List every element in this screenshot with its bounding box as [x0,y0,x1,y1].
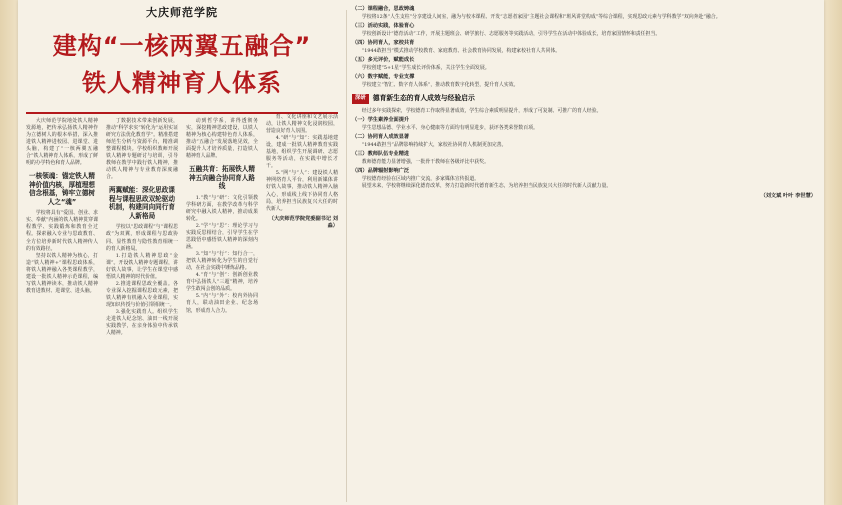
section-text: 教师德育能力显著增强，一批骨干教师在各级评比中获奖。 [361,158,489,165]
column-paragraph: 1.打造铁人精神思政“金课”。开设铁人精神专题课程，讲好铁人故事，让学生在课堂中感悟铁人精神的时代价值。 [106,252,178,280]
column-subhead: 两翼赋能：深化思政课程与课程思政双轮驱动机制，构建同向同行育人新格局 [109,186,175,220]
headline-line-2: 铁人精神育人体系 [82,69,282,97]
column-paragraph: 4.“研”与“知”：实践基地建设，建成一批铁人精神教育实践基地，组织学生开展调研、志愿服务等活动，在实践中增长才干。 [266,135,338,170]
article-column-5 [352,4,816,200]
column-paragraph: 学校以“思政课程”与“课程思政”为双翼，形成课程与思政协同、显性教育与隐性教育相统一的育人新格局。 [106,224,178,252]
column-paragraph: 2.推进课程思政全覆盖。各专业深入挖掘课程思政元素，把铁人精神有机融入专业课程，实现知识传授与价值引领相统一。 [106,280,178,308]
column-paragraph: 学校将具有“爱国、创业、求实、奉献”内涵的铁人精神贯穿课程教学、实践锻炼和教育全过程。探索融入专业与思政教育、全方位培养新时代铁人精神传人的有效路径。 [26,210,98,252]
section-title: （六）数字赋能，专业支撑 [352,74,415,81]
column-subhead: 一核领魂：锚定铁人精神价值内核，厚植理想信念根基，铸牢立德树人之“魂” [29,172,95,206]
section-text: 学校创建“5+1星”学生成长评价体系，关注学生全面发展。 [361,65,490,72]
page-fold-left [0,0,18,505]
header-spacer [266,8,338,114]
section-text: 学生思想品德、学业水平、身心健康等方面均有明显进步，获评各类荣誉数百项。 [361,124,538,131]
column-subhead: 五融共育：拓展铁人精神五向融合协同育人路线 [189,165,255,191]
section-title: （四）品牌辐射影响广泛 [352,167,410,174]
article-column-3 [186,118,258,315]
section-text: 经过多年实践探索，学校德育工作取得显著成效，学生综合素质明显提升，形成了可复制、可推广的育人经验。 [361,107,602,114]
banner-tag: 深研 [352,94,369,103]
column-paragraph: 1.“教”与“研”：文化引领教学科研方面，在教学改革与科学研究中融入铁人精神，推动成果转化。 [186,194,258,222]
author-signature: （刘文斌 叶叶 李世慧） [760,192,816,199]
column-paragraph: 丁数据技术带来创新发展，推动“科学求实”转化为“运用实证研究方法优化教育学”。精准搭建师范生分析与资源平台，精准调整课程模块。学校组织教师开展铁人精神专题研讨与培训，引导教师在教学中践行铁人精神，推动铁人精神与专业教育深度融合。 [106,118,178,181]
column-paragraph: 育、文化讲座和文艺展示活动，让铁人精神文化浸润校园，营造良好育人氛围。 [266,114,338,135]
column-paragraph: 3.强化实践育人。组织学生走进铁人纪念馆、油田一线开展实践教学，在亲身体验中传承铁人精神。 [106,308,178,337]
section-text: 学校建立“智汇、数字育人体系”，推动教育数字化转型，提升育人实效。 [361,82,519,89]
author-signature: （大庆师范学院党委副书记 刘淼） [268,215,338,229]
newspaper-page [18,0,824,505]
article-column-2 [106,118,178,337]
section-title: （二）协同育人成效显著 [352,133,410,140]
section-text: 学校创新设计“德育活动”工作，开展主题班会、研学旅行、志愿服务等实践活动，引导学生在活动中体验成长，培育家国情怀和责任担当。 [361,31,661,38]
section-banner [352,94,816,103]
article-column-4 [266,8,338,230]
section-text: 学校德育经验在区域内推广交流，多家媒体宣传报道。 [361,175,480,182]
section-title: （五）多元评价，赋能成长 [352,57,415,64]
column-paragraph: 动到哲学系，讲得透彻务实，深挖精神思政建设，以铁人精神为核心构建特色育人体系，推动“五融合”发展落地见效，全面提升人才培养质量，打造铁人精神育人品牌。 [186,118,258,160]
column-paragraph: 2.“学”与“思”：理论学习与实践反思相结合，引导学生在学思践悟中感悟铁人精神的深刻内涵。 [186,222,258,251]
section-text: “1944敢担当”模式推动学校教育、家庭教育、社会教育协同发展，构建家校社育人共同体。 [361,48,561,55]
section-title: （三）教师队伍专业精进 [352,150,410,157]
section-title: （四）协同育人，家校共育 [352,40,415,47]
banner-title: 德育新生态的育人成效与经验启示 [372,94,475,103]
section-text: “1944敢担当”品牌影响持续扩大，家校社协同育人机制更加完善。 [361,141,507,148]
column-divider [346,10,347,502]
closing-paragraph: 展望未来，学校将继续深化德育改革，努力打造新时代德育新生态，为培养担当民族复兴大任的时代新人贡献力量。 [361,182,612,189]
column-paragraph: 4.“育”与“创”：创新创业教育中弘扬铁人“三超”精神，培养学生敢闯会创的品质。 [186,272,258,293]
headline-line-1: 建构“一核两翼五融合” [52,32,312,60]
page-fold-right [824,0,842,505]
column-paragraph: 5.“网”与“人”：建设铁人精神网络育人平台，利用新媒体讲好铁人故事，推动铁人精神入脑入心，形成线上线下协同育人格局，培养担当民族复兴大任的时代新人。 [266,170,338,212]
column-paragraph: 3.“知”与“行”：知行合一，把铁人精神转化为学生的自觉行动，在社会实践中锤炼品格。 [186,251,258,272]
article-kicker: 大庆师范学院 [146,6,218,19]
article-column-1 [26,118,98,295]
column-paragraph: 大庆师范学院地处铁人精神发源地，把传承弘扬铁人精神作为立德树人的根本举措，深入推进铁人精神进校园、进课堂、进头脑，构建了“一核两翼五融合”铁人精神育人体系，形成了鲜明的办学特色和育人品牌。 [26,118,98,167]
section-text: 学校将12条“人生支柱”分享建设人间室，融为与校本课程、开发“志愿者家园”主题社会课程和“班风讲堂构成”等综合课程，实现思政元素与学科教学“双向奔赴”融合。 [361,14,721,21]
section-title: （三）活动实践，体验育心 [352,23,415,30]
section-title: （一）学生素养全面提升 [352,116,410,123]
column-paragraph: 坚持以铁人精神为核心，打造“铁人精神+”课程思政体系，将铁人精神融入各类课程教学，建设一批铁人精神示范课程，编写铁人精神读本，推动铁人精神教育进教材、进课堂、进头脑。 [26,252,98,294]
column-paragraph: 5.“内”与“外”：校内外协同育人，联动油田企业、纪念场馆，形成育人合力。 [186,293,258,314]
section-title: （二）课程融合，思政铸魂 [352,6,415,12]
